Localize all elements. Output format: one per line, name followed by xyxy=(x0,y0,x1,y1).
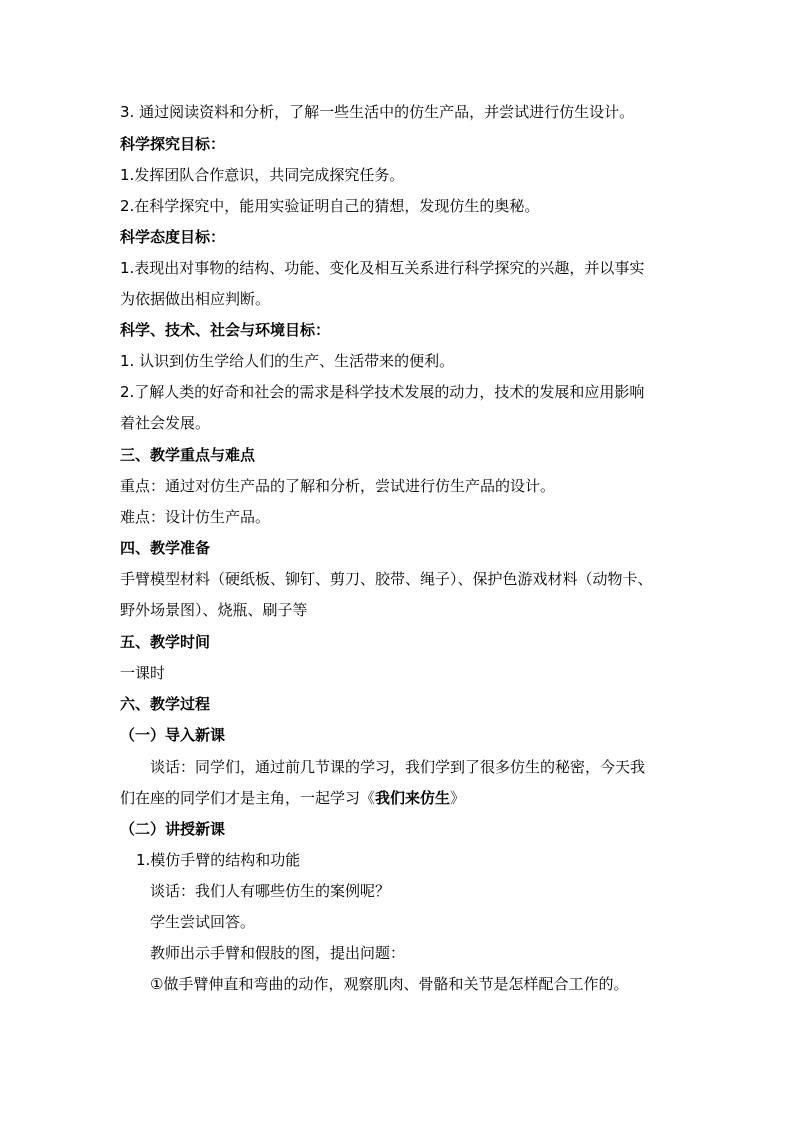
lesson-title-close: 》 xyxy=(450,789,466,807)
attitude-goal-heading: 科学态度目标： xyxy=(120,228,226,246)
inquiry-goal-heading: 科学探究目标： xyxy=(120,135,226,153)
stse-goal-2-line-2: 着社会发展。 xyxy=(120,414,211,432)
inquiry-goal-1: 1.发挥团队合作意识，共同完成探究任务。 xyxy=(120,166,405,184)
preparation-line-2: 野外场景图）、烧瓶、刷子等 xyxy=(120,601,308,619)
process-heading: 六、教学过程 xyxy=(120,695,211,713)
stse-goal-heading: 科学、技术、社会与环境目标： xyxy=(120,321,331,339)
time-text: 一课时 xyxy=(120,664,166,682)
activity-1-text: ①做手臂伸直和弯曲的动作，观察肌肉、骨骼和关节是怎样配合工作的。 xyxy=(150,975,629,993)
intro-talk-line-2-main: 们在座的同学们才是主角，一起学习《 xyxy=(120,789,376,807)
intro-section-heading: （一）导入新课 xyxy=(120,726,226,744)
key-point-text: 重点：通过对仿生产品的了解和分析，尝试进行仿生产品的设计。 xyxy=(120,477,556,495)
intro-talk-line-2 xyxy=(120,788,690,808)
difficult-point-text: 难点：设计仿生产品。 xyxy=(120,508,271,526)
intro-talk-line-1: 谈话：同学们，通过前几节课的学习，我们学到了很多仿生的秘密，今天我 xyxy=(150,758,646,776)
stse-goal-2-line-1: 2.了解人类的好奇和社会的需求是科学技术发展的动力，技术的发展和应用影响 xyxy=(120,383,645,401)
stse-goal-1: 1. 认识到仿生学给人们的生产、生活带来的便利。 xyxy=(120,352,455,370)
teacher-question-text: 教师出示手臂和假肢的图，提出问题： xyxy=(150,944,406,962)
arm-section-title: 1.模仿手臂的结构和功能 xyxy=(136,851,301,869)
attitude-goal-1-line-2: 为依据做出相应判断。 xyxy=(120,290,271,308)
attitude-goal-1-line-1: 1.表现出对事物的结构、功能、变化及相互关系进行科学探究的兴趣，并以事实 xyxy=(120,259,645,277)
time-heading: 五、教学时间 xyxy=(120,633,211,651)
objective-3-text: 3. 通过阅读资料和分析，了解一些生活中的仿生产品，并尝试进行仿生设计。 xyxy=(120,103,635,121)
new-lesson-heading: （二）讲授新课 xyxy=(120,820,226,838)
inquiry-goal-2: 2.在科学探究中，能用实验证明自己的猜想，发现仿生的奥秘。 xyxy=(120,197,540,215)
key-points-heading: 三、教学重点与难点 xyxy=(120,446,256,464)
student-response-text: 学生尝试回答。 xyxy=(150,913,256,931)
preparation-heading: 四、教学准备 xyxy=(120,539,211,557)
arm-talk-text: 谈话：我们人有哪些仿生的案例呢？ xyxy=(150,882,391,900)
lesson-title: 我们来仿生 xyxy=(375,789,451,807)
preparation-line-1: 手臂模型材料（硬纸板、铆钉、剪刀、胶带、绳子）、保护色游戏材料（动物卡、 xyxy=(120,570,653,588)
